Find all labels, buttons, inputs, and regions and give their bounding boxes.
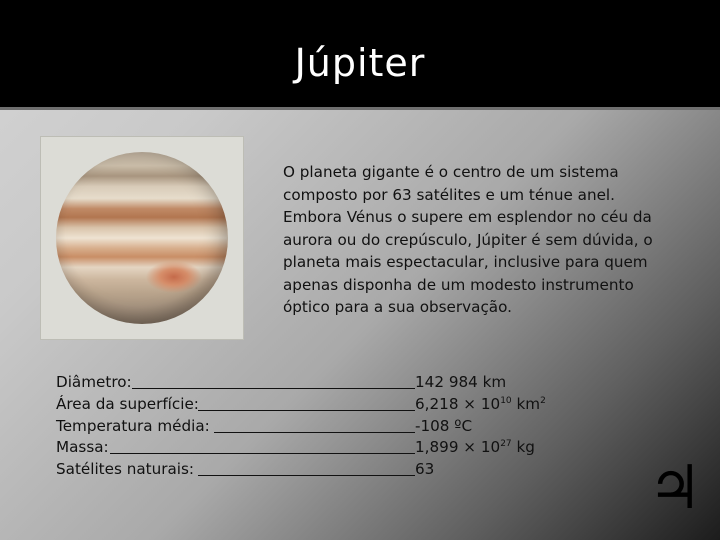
stat-label: Área da superfície:	[56, 394, 199, 413]
stat-value	[415, 437, 535, 459]
title-bar	[0, 0, 720, 110]
value-unit-exponent: 2	[540, 395, 546, 406]
planet-description: O planeta gigante é o centro de um sistema composto por 63 satélites e um ténue anel. Embora Vénus o supere em esplendor no céu da aurora ou do crepúsculo, Júpiter é sem dúvida, o planeta mais espectacular, inclusive para quem apenas disponha de um modesto instrumento óptico para a sua observação.	[283, 163, 653, 316]
planet-photo-frame	[40, 136, 244, 340]
stat-value	[415, 394, 546, 416]
value-base: 1,899 × 10	[415, 438, 501, 457]
slide-title: Júpiter	[294, 41, 426, 85]
value-exponent: 10	[500, 395, 512, 406]
stat-label: Satélites naturais:	[56, 460, 195, 479]
jupiter-symbol-icon: ♃	[648, 453, 702, 523]
stat-label: Temperatura média:	[56, 416, 210, 435]
jupiter-photo	[56, 152, 228, 324]
stat-value: 142 984 km	[415, 373, 507, 391]
value-unit: kg	[511, 438, 535, 457]
value-base: 6,218 × 10	[415, 394, 501, 413]
fill-line	[110, 453, 415, 454]
stat-label: Massa:	[56, 438, 109, 457]
stat-value: 63	[415, 460, 435, 479]
value-unit: km	[511, 394, 541, 413]
fill-line	[198, 475, 415, 476]
fill-line	[132, 388, 415, 389]
fill-line	[214, 432, 415, 433]
fill-line	[198, 410, 415, 411]
stat-label: Diâmetro:	[56, 373, 132, 391]
value-exponent: 27	[500, 439, 512, 450]
stat-value: -108 ºC	[415, 416, 473, 435]
